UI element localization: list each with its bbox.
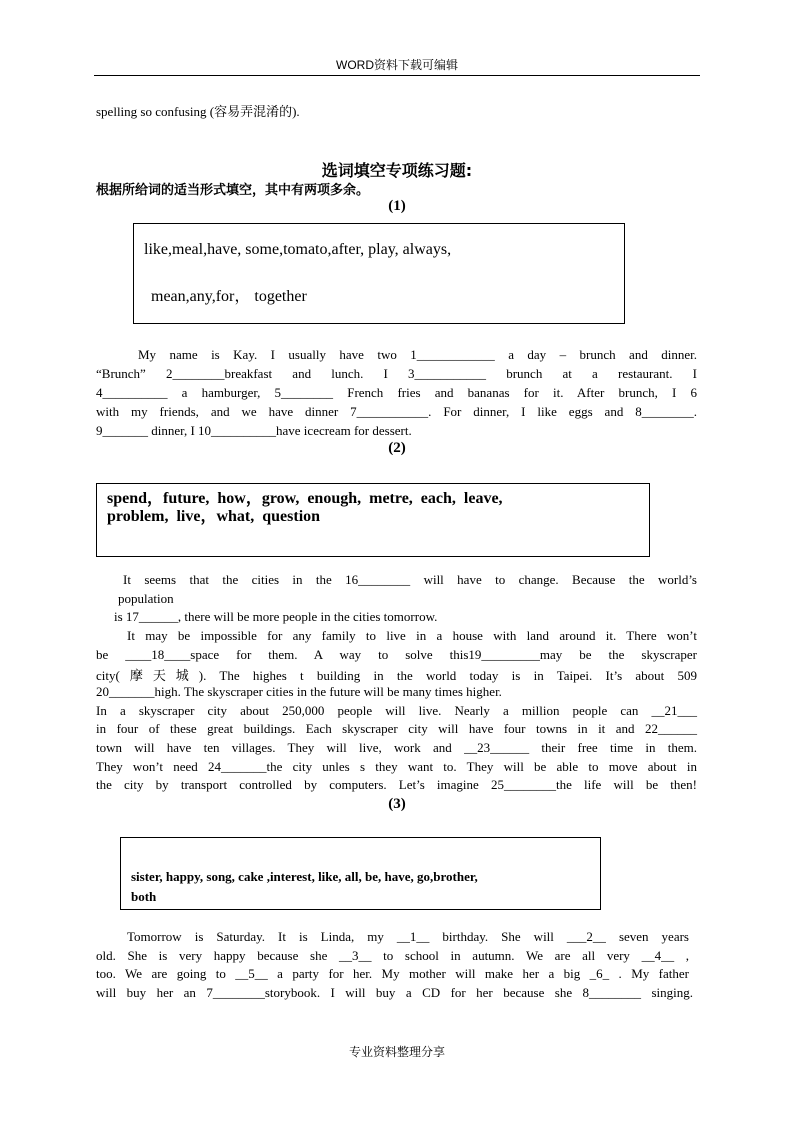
passage-2-line: They won’t need 24_______the city unles s they want to. They will be able to move about in: [96, 759, 697, 774]
passage-2-line: town will have ten villages. They will live, work and __23______ their free time in them.: [96, 740, 697, 755]
passage-2-line: city(摩天城). The highes t building in the world today is in Taipei. It’s about 509: [96, 668, 697, 683]
word-box-3-line-1: sister, happy, song, cake ,interest, like, all, be, have, go,brother,: [131, 869, 478, 884]
passage-2-line: the city by transport controlled by computers. Let’s imagine 25________the life will be then!: [96, 777, 697, 792]
section-1-label: (1): [388, 198, 406, 214]
word-box-2-line-2: problem, live，what, question: [107, 508, 321, 525]
passage-2-line: It may be impossible for any family to live in a house with land around it. There won’t: [127, 628, 697, 643]
passage-3-line: will buy her an 7________storybook. I will buy a CD for her because she 8________ singing.: [96, 985, 693, 1000]
passage-2-line: population: [118, 591, 174, 606]
passage-2-line: is 17______, there will be more people in the cities tomorrow.: [114, 609, 438, 624]
passage-2-line: It seems that the cities in the 16________ will have to change. Because the world’s: [123, 572, 697, 587]
word-box-1-line-1: like,meal,have, some,tomato,after, play, always,: [144, 241, 452, 258]
section-2-label: (2): [388, 440, 406, 456]
word-box-2: [96, 483, 650, 557]
passage-1-line: My name is Kay. I usually have two 1____________ a day – brunch and dinner.: [138, 347, 697, 362]
passage-3-line: too. We are going to __5__ a party for her. My mother will make her a big _6_ . My father: [96, 966, 689, 981]
exercise-title: 选词填空专项练习题:: [321, 161, 473, 180]
passage-1-line: 4__________ a hamburger, 5________ French fries and bananas for it. After brunch, I 6: [96, 385, 697, 400]
intro-text: spelling so confusing (容易弄混淆的).: [96, 104, 300, 119]
word-box-3-line-2: both: [131, 889, 157, 904]
passage-2-line: be ____18____space for them. A way to solve this19_________may be the skyscraper: [96, 647, 697, 662]
word-box-2-line-1: spend，future, how，grow, enough, metre, each, leave,: [107, 490, 503, 507]
instruction: 根据所给词的适当形式填空，其中有两项多余。: [96, 183, 370, 198]
passage-3-line: old. She is very happy because she __3__ to school in autumn. We are all very __4__ ,: [96, 948, 689, 963]
page-header: WORD资料下载可编辑: [94, 56, 700, 76]
passage-1-line: with my friends, and we have dinner 7___________. For dinner, I like eggs and 8________.: [96, 404, 697, 419]
passage-2-line: in four of these great buildings. Each skyscraper city will have four towns in it and 22______: [96, 721, 697, 736]
passage-2-line: In a skyscraper city about 250,000 people will live. Nearly a million people can __21___: [96, 703, 697, 718]
section-3-label: (3): [388, 796, 406, 812]
page-footer: 专业资料整理分享: [348, 1045, 445, 1059]
word-box-1-line-2: mean,any,for， together: [151, 288, 307, 305]
word-box-3: [120, 837, 601, 910]
passage-1-line: 9_______ dinner, I 10__________have icecream for dessert.: [96, 423, 412, 438]
passage-1-line: “Brunch” 2________breakfast and lunch. I 3___________ brunch at a restaurant. I: [96, 366, 697, 381]
passage-3-line: Tomorrow is Saturday. It is Linda, my __1__ birthday. She will ___2__ seven years: [127, 929, 689, 944]
word-box-1: [133, 223, 625, 324]
passage-2-line: 20_______high. The skyscraper cities in the future will be many times higher.: [96, 684, 502, 699]
